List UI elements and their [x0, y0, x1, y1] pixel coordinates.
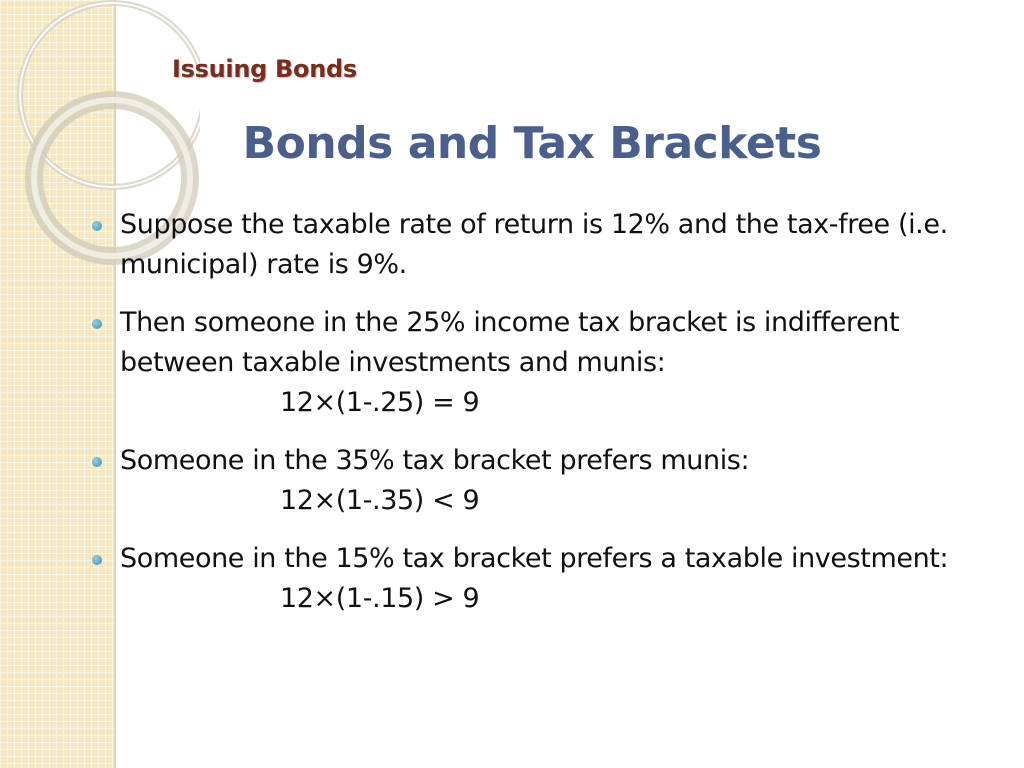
slide-title: Bonds and Tax Brackets	[242, 118, 822, 169]
bullet-dot-icon	[92, 457, 102, 467]
bullet-item	[92, 441, 952, 521]
bullet-text: Then someone in the 25% income tax bracket is indifferent between taxable investments and munis:	[120, 307, 900, 378]
bullet-text: Someone in the 15% tax bracket prefers a taxable investment:	[120, 543, 949, 574]
bullet-text: Suppose the taxable rate of return is 12% and the tax-free (i.e. municipal) rate is 9%.	[120, 209, 948, 280]
bullet-dot-icon	[92, 555, 102, 565]
bullet-item	[92, 539, 952, 619]
bullet-text: Someone in the 35% tax bracket prefers munis:	[120, 445, 750, 476]
formula: 12×(1-.35) < 9	[280, 485, 480, 516]
formula: 12×(1-.15) > 9	[280, 583, 480, 614]
bullet-dot-icon	[92, 319, 102, 329]
formula: 12×(1-.25) = 9	[280, 387, 480, 418]
bullet-dot-icon	[92, 221, 102, 231]
bullet-list	[92, 205, 952, 637]
bullet-item	[92, 205, 952, 285]
bullet-item	[92, 303, 952, 423]
section-title: Issuing Bonds	[172, 55, 357, 83]
